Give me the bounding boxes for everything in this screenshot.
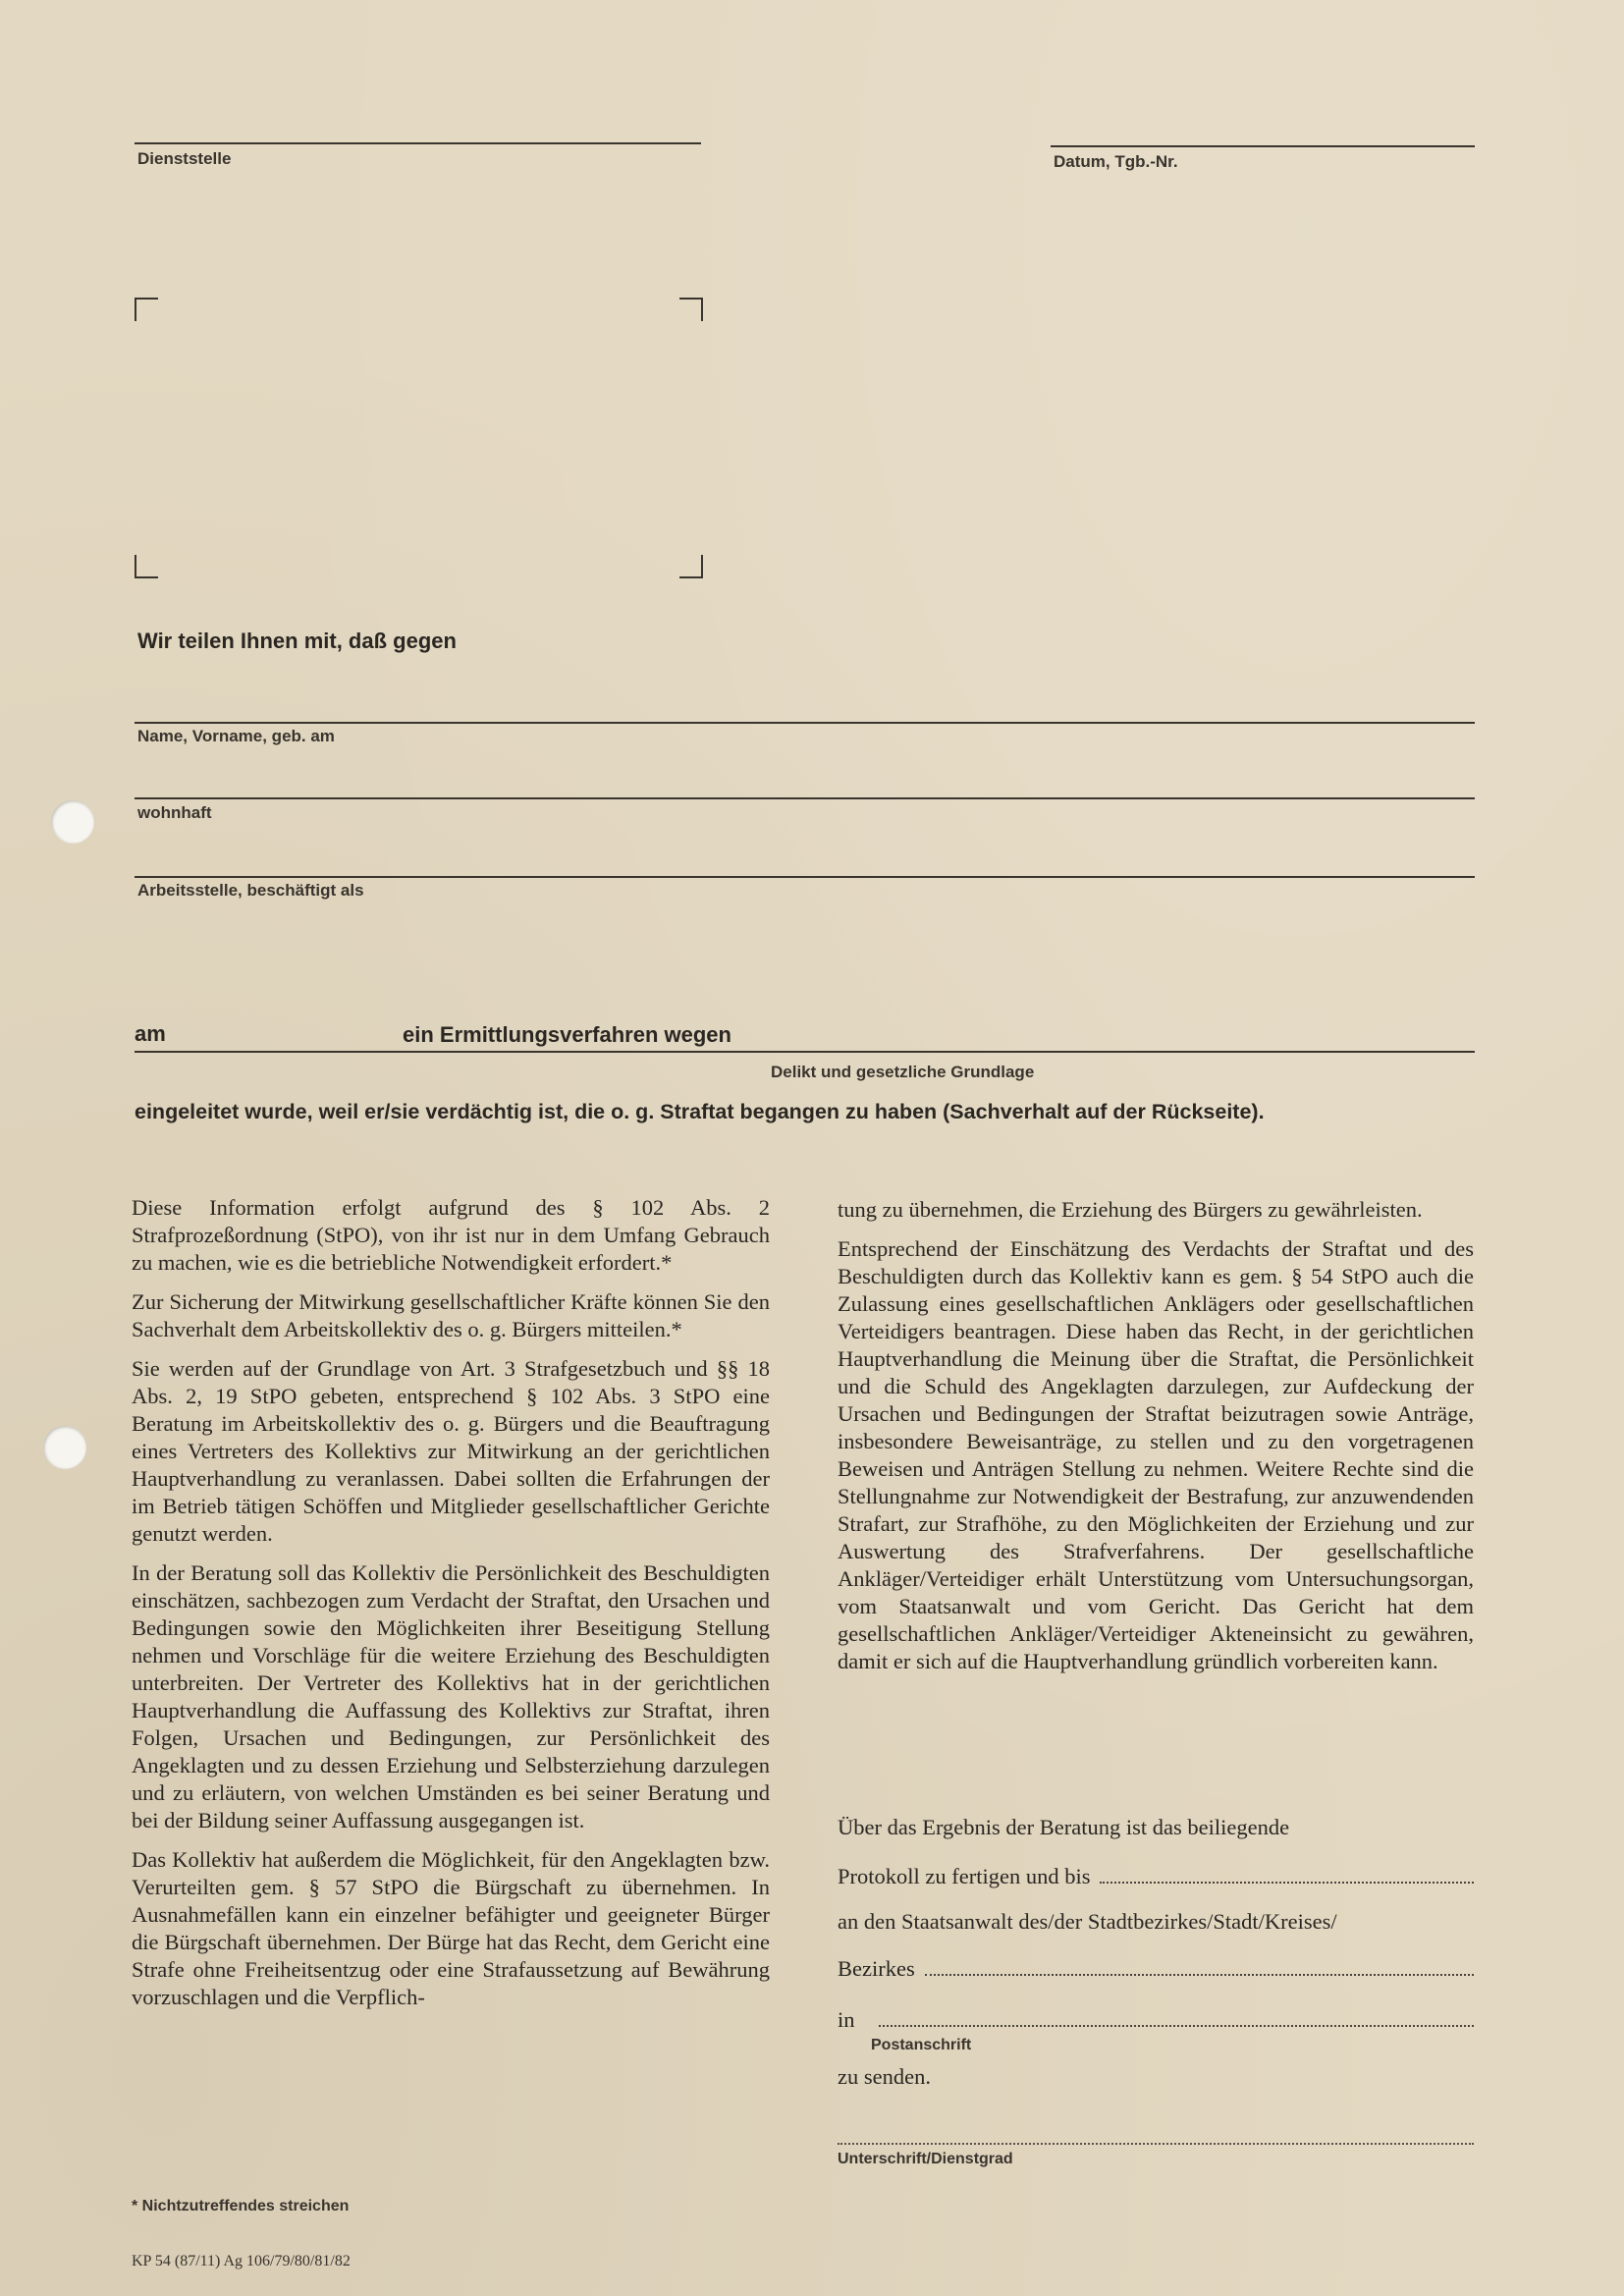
signature-label: Unterschrift/Dienstgrad xyxy=(838,2151,1013,2167)
closing-line-3: an den Staatsanwalt des/der Stadtbezirkes/Stadt/Kreises/ xyxy=(838,1909,1337,1934)
am-label: am xyxy=(135,1021,166,1046)
arbeitsstelle-label: Arbeitsstelle, beschäftigt als xyxy=(137,881,364,900)
protokoll-row xyxy=(838,1864,1474,1889)
wohnhaft-label: wohnhaft xyxy=(137,803,212,822)
closing-line-2: Protokoll zu fertigen und bis xyxy=(838,1864,1091,1888)
paragraph-kollektiv: In der Beratung soll das Kollektiv die Persönlichkeit des Beschuldigten einschätzen, sachbezogen zum Verdacht der Straftat, den Ursachen und Bedingungen sowie den Möglichkeiten ihrer Beseitigung Stellung nehmen und Vorschläge für die weitere Erziehung des Beschuldigten unterbreiten. Der Vertreter des Kollektivs hat in der gerichtlichen Hauptverhandlung die Auffassung des Kollektivs zur Straftat, ihren Folgen, Ursachen und Bedingungen, zur Persönlichkeit des Angeklagten und zu dessen Erziehung und Selbsterziehung darzulegen und zu erläutern, von welchen Umständen es bei seiner Beratung und bei der Bildung seiner Auffassung ausgegangen ist. xyxy=(132,1560,770,1832)
right-column xyxy=(838,1196,1474,1687)
punch-hole-top xyxy=(51,800,94,844)
name-line[interactable] xyxy=(135,722,1475,724)
in-row xyxy=(838,2007,1474,2033)
wohnhaft-line[interactable] xyxy=(135,797,1475,799)
address-field[interactable] xyxy=(135,298,701,576)
arbeitsstelle-line[interactable] xyxy=(135,876,1475,878)
punch-hole-bottom xyxy=(43,1426,86,1469)
name-label: Name, Vorname, geb. am xyxy=(137,727,335,745)
delikt-label: Delikt und gesetzliche Grundlage xyxy=(771,1063,1035,1081)
eingeleitet-text: eingeleitet wurde, weil er/sie verdächtig ist, die o. g. Straftat begangen zu haben (Sachverhalt auf der Rückseite). xyxy=(135,1100,1265,1123)
paragraph-anklaeger: Entsprechend der Einschätzung des Verdachts der Straftat und des Beschuldigten durch das Kollektiv kann es gem. § 54 StPO auch die Zulassung eines gesellschaftlichen Anklägers oder gesellschaftlichen Verteidigers beantragen. Diese haben das Recht, in der gerichtlichen Hauptverhandlung die Meinung über die Straftat, die Persönlichkeit und die Schuld des Angeklagten darzulegen, zur Aufdeckung der Ursachen und Bedingungen der Straftat beizutragen sowie Anträge, insbesondere Beweisanträge, zu stellen und zu den vorgetragenen Beweisen und Anträgen Stellung zu nehmen. Weitere Rechte sind die Stellungnahme zur Notwendigkeit der Bestrafung, zur anzuwendenden Strafart, zur Strafhöhe, zu den Möglichkeiten der Erziehung und zur Auswertung des Strafverfahrens. Der gesellschaftliche Ankläger/Verteidiger erhält Unterstützung vom Untersuchungsorgan, vom Staatsanwalt und vom Gericht. Das Gericht hat dem gesellschaftlichen Ankläger/Verteidiger Akteneinsicht zu gewähren, damit er sich auf die Hauptverhandlung gründlich vorbereiten kann. xyxy=(838,1236,1474,1673)
delikt-line[interactable] xyxy=(135,1051,1475,1053)
paragraph-beratung: Sie werden auf der Grundlage von Art. 3 Strafgesetzbuch und §§ 18 Abs. 2, 19 StPO gebeten, entsprechend § 102 Abs. 3 StPO eine Beratung im Arbeitskollektiv des o. g. Bürgers und die Beauftragung eines Vertreters des Kollektivs zur Mitwirkung an der gerichtlichen Hauptverhandlung zu veranlassen. Dabei sollten die Erfahrungen der im Betrieb tätigen Schöffen und Mitglieder gesellschaftlicher Gerichte genutzt werden. xyxy=(132,1356,770,1546)
signature-field[interactable] xyxy=(838,2143,1474,2145)
form-code: KP 54 (87/11) Ag 106/79/80/81/82 xyxy=(132,2253,351,2269)
paragraph-gewaehrleisten: tung zu übernehmen, die Erziehung des Bürgers zu gewährleisten. xyxy=(838,1197,1423,1222)
bezirk-field[interactable] xyxy=(925,1974,1474,1976)
paragraph-buergschaft: Das Kollektiv hat außerdem die Möglichkeit, für den Angeklagten bzw. Verurteilten gem. § 57 StPO die Bürgschaft zu übernehmen. In Ausnahmefällen kann ein einzelner befähigter und geeigneter Bürger die Bürgschaft übernehmen. Der Bürge hat das Recht, dem Gericht eine Strafe ohne Freiheitsentzug oder eine Strafaussetzung auf Bewährung vorzuschlagen und die Verpflich- xyxy=(132,1847,770,2009)
datum-line[interactable] xyxy=(1051,145,1475,147)
left-column xyxy=(132,1194,770,2023)
closing-line-4: Bezirkes xyxy=(838,1956,915,1981)
postanschrift-label: Postanschrift xyxy=(871,2037,972,2053)
intro-text: Wir teilen Ihnen mit, daß gegen xyxy=(137,629,457,653)
datum-label: Datum, Tgb.-Nr. xyxy=(1054,152,1178,171)
paragraph-mitwirkung: Zur Sicherung der Mitwirkung gesellschaftlicher Kräfte können Sie den Sachverhalt dem Arbeitskollektiv des o. g. Bürgers mitteilen.* xyxy=(132,1289,770,1341)
footnote: * Nichtzutreffendes streichen xyxy=(132,2198,350,2214)
dienststelle-label: Dienststelle xyxy=(137,149,232,168)
paragraph-information: Diese Information erfolgt aufgrund des § 102 Abs. 2 Strafprozeßordnung (StPO), von ihr ist nur in dem Umfang Gebrauch zu machen, wie es die betriebliche Notwendigkeit erfordert.* xyxy=(132,1195,770,1275)
postanschrift-field[interactable] xyxy=(879,2025,1474,2027)
verfahren-text: ein Ermittlungsverfahren wegen xyxy=(403,1022,731,1047)
closing-line-6: zu senden. xyxy=(838,2064,931,2089)
deadline-field[interactable] xyxy=(1100,1882,1474,1884)
dienststelle-line[interactable] xyxy=(135,142,701,144)
bezirkes-row xyxy=(838,1956,1474,1982)
closing-line-1: Über das Ergebnis der Beratung ist das beiliegende xyxy=(838,1815,1290,1839)
closing-line-5: in xyxy=(838,2007,855,2032)
